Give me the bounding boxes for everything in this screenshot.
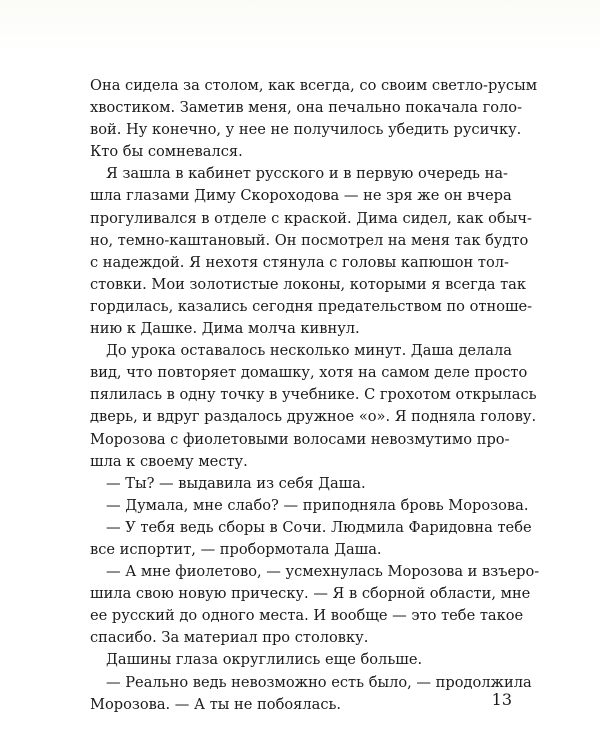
text-line: прогуливался в отделе с краской. Дима сидел, как обыч- <box>90 209 532 227</box>
body-text <box>90 75 540 716</box>
text-line: нию к Дашке. Дима молча кивнул. <box>90 320 360 338</box>
text-line: стовки. Мои золотистые локоны, которыми я всегда так <box>90 275 526 293</box>
dialogue-line: — Реально ведь невозможно есть было, — продолжила <box>106 673 532 691</box>
text-line: До урока оставалось несколько минут. Даша делала <box>106 342 512 360</box>
text-line: Я зашла в кабинет русского и в первую очередь на- <box>106 165 508 183</box>
text-line: Морозова. — А ты не побоялась. <box>90 695 342 713</box>
dialogue-line: — Ты? — выдавила из себя Даша. <box>106 474 366 492</box>
text-line: все испортит, — пробормотала Даша. <box>90 540 382 558</box>
text-line: пялилась в одну точку в учебнике. С грохотом открылась <box>90 386 537 404</box>
dialogue-line: — Думала, мне слабо? — приподняла бровь Морозова. <box>106 496 529 514</box>
text-line: Морозова с фиолетовыми волосами невозмутимо про- <box>90 430 510 448</box>
dialogue-line: — У тебя ведь сборы в Сочи. Людмила Фаридовна тебе <box>106 518 532 536</box>
text-line: Кто бы сомневался. <box>90 143 243 161</box>
text-line: с надеждой. Я нехотя стянула с головы капюшон тол- <box>90 253 509 271</box>
text-line: гордилась, казались сегодня предательством по отноше- <box>90 297 533 315</box>
dialogue-line: — А мне фиолетово, — усмехнулась Морозова и взъеро- <box>106 563 540 581</box>
text-line: но, темно-каштановый. Он посмотрел на меня так будто <box>90 231 529 249</box>
faint-header <box>210 30 430 70</box>
text-line: Она сидела за столом, как всегда, со своим светло-русым <box>90 77 538 94</box>
text-line: дверь, и вдруг раздалось дружное «о». Я подняла голову. <box>90 408 537 426</box>
text-line: ее русский до одного места. И вообще — это тебе такое <box>90 607 524 625</box>
text-line: шила свою новую прическу. — Я в сборной области, мне <box>90 585 531 603</box>
text-line: Дашины глаза округлились еще больше. <box>106 651 423 669</box>
text-line: вид, что повторяет домашку, хотя на самом деле просто <box>90 364 528 382</box>
text-line: хвостиком. Заметив меня, она печально покачала голо- <box>90 99 523 117</box>
text-line: вой. Ну конечно, у нее не получилось убедить русичку. <box>90 121 522 139</box>
text-line: шла к своему месту. <box>90 452 248 470</box>
text-line: шла глазами Диму Скороходова — не зря же он вчера <box>90 187 512 205</box>
text-line: спасибо. За материал про столовку. <box>90 629 369 647</box>
page-number: 13 <box>491 690 512 709</box>
